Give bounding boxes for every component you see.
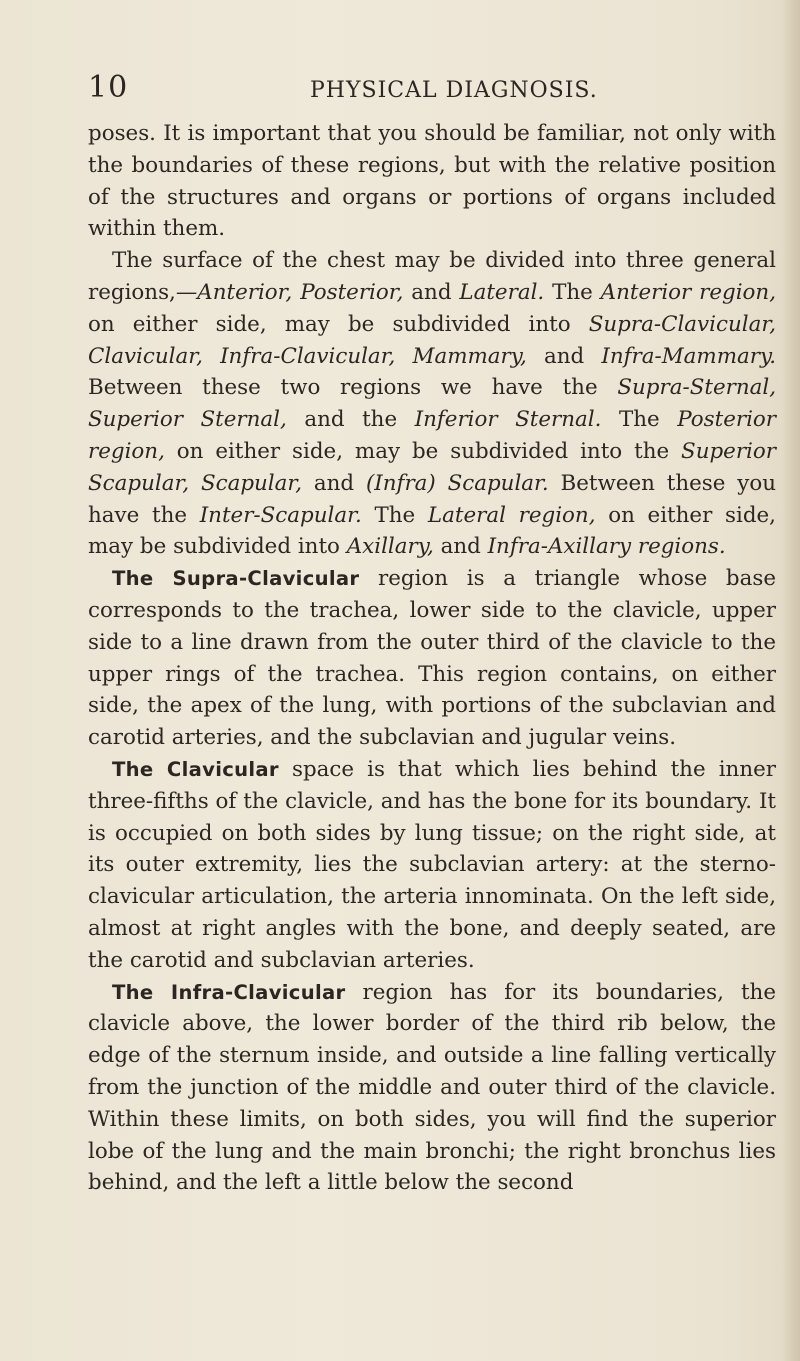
- italic-term: Supra-Sternal, Superior Sternal,: [88, 375, 776, 433]
- italic-term: Infra-Mammary.: [601, 343, 776, 369]
- text-run: The: [601, 407, 678, 433]
- paragraph: [88, 977, 776, 1200]
- section-term: The Supra-Clavicular: [112, 567, 360, 591]
- italic-term: Inter-Scapular.: [199, 502, 362, 528]
- text-run: region is a triangle whose base corresponds to the trachea, lower side to the clavicle, upper side to a line drawn from the outer third of the clavicle to the upper rings of the trachea. This region contains, on either side, the apex of the lung, with portions of the subclavian and carotid arteries, and the subclavian and jugular veins.: [88, 566, 776, 751]
- italic-term: Supra-Clavicular, Clavicular, Infra-Clavicular, Mammary,: [88, 311, 776, 369]
- italic-term: Superior Scapular, Scapular,: [88, 438, 776, 496]
- body-text: [88, 118, 776, 1199]
- section-term: The Infra-Clavicular: [112, 980, 346, 1004]
- italic-term: Inferior Sternal.: [414, 407, 602, 433]
- paragraph: [88, 245, 776, 563]
- text-run: The: [361, 502, 428, 528]
- italic-term: Anterior region,: [600, 279, 776, 305]
- text-run: space is that which lies behind the inner three-fifths of the clavicle, and has the bone for its boundary. It is occupied on both sides by lung tissue; on the right side, at its outer extremity, lies the subclavian artery: at the sterno-clavicular articulation, the arteria innominata. On the left side, almost at right angles with the bone, and deeply seated, are the carotid and subclavian arteries.: [88, 756, 776, 973]
- italic-term: Posterior region,: [88, 407, 777, 464]
- text-run: and: [403, 279, 460, 305]
- italic-term: Anterior, Posterior,: [197, 279, 404, 305]
- italic-term: Infra-Axillary regions.: [487, 534, 726, 560]
- paragraph: [88, 563, 776, 754]
- text-run: on either side, may be subdivided into: [88, 311, 589, 337]
- text-run: Between these two regions we have the: [88, 375, 618, 401]
- text-run: The surface of the chest may be divided into three general regions,—: [88, 248, 776, 305]
- page-header: [88, 70, 728, 110]
- text-run: on either side, may be subdivided into: [88, 502, 776, 560]
- paragraph: [88, 118, 776, 245]
- section-term: The Clavicular: [112, 757, 279, 781]
- italic-term: (Infra) Scapular.: [365, 470, 549, 496]
- text-run: and the: [286, 407, 415, 433]
- text-run: poses. It is important that you should be familiar, not only with the boundaries of these regions, but with the relative position of the structures and organs or portions of organs included within them.: [88, 121, 776, 242]
- text-run: and: [526, 343, 602, 369]
- text-run: and: [433, 534, 488, 560]
- text-run: on either side, may be subdivided into the: [164, 438, 682, 464]
- italic-term: Axillary,: [346, 534, 434, 560]
- text-run: Between these you have the: [88, 470, 776, 528]
- page-edge-shadow: [782, 0, 800, 1361]
- page-number: 10: [88, 70, 129, 105]
- running-head: PHYSICAL DIAGNOSIS.: [310, 78, 598, 103]
- text-run: region has for its boundaries, the clavicle above, the lower border of the third rib below, the edge of the sternum inside, and outside a line falling vertically from the junction of the middle and outer third of the clavicle. Within these limits, on both sides, you will find the superior lobe of the lung and the main bronchi; the right bronchus lies behind, and the left a little below the second: [88, 979, 776, 1196]
- text-run: The: [544, 279, 601, 305]
- paragraph: [88, 754, 776, 977]
- text-run: and: [302, 470, 366, 496]
- italic-term: Lateral region,: [427, 502, 596, 528]
- italic-term: Lateral.: [459, 279, 545, 305]
